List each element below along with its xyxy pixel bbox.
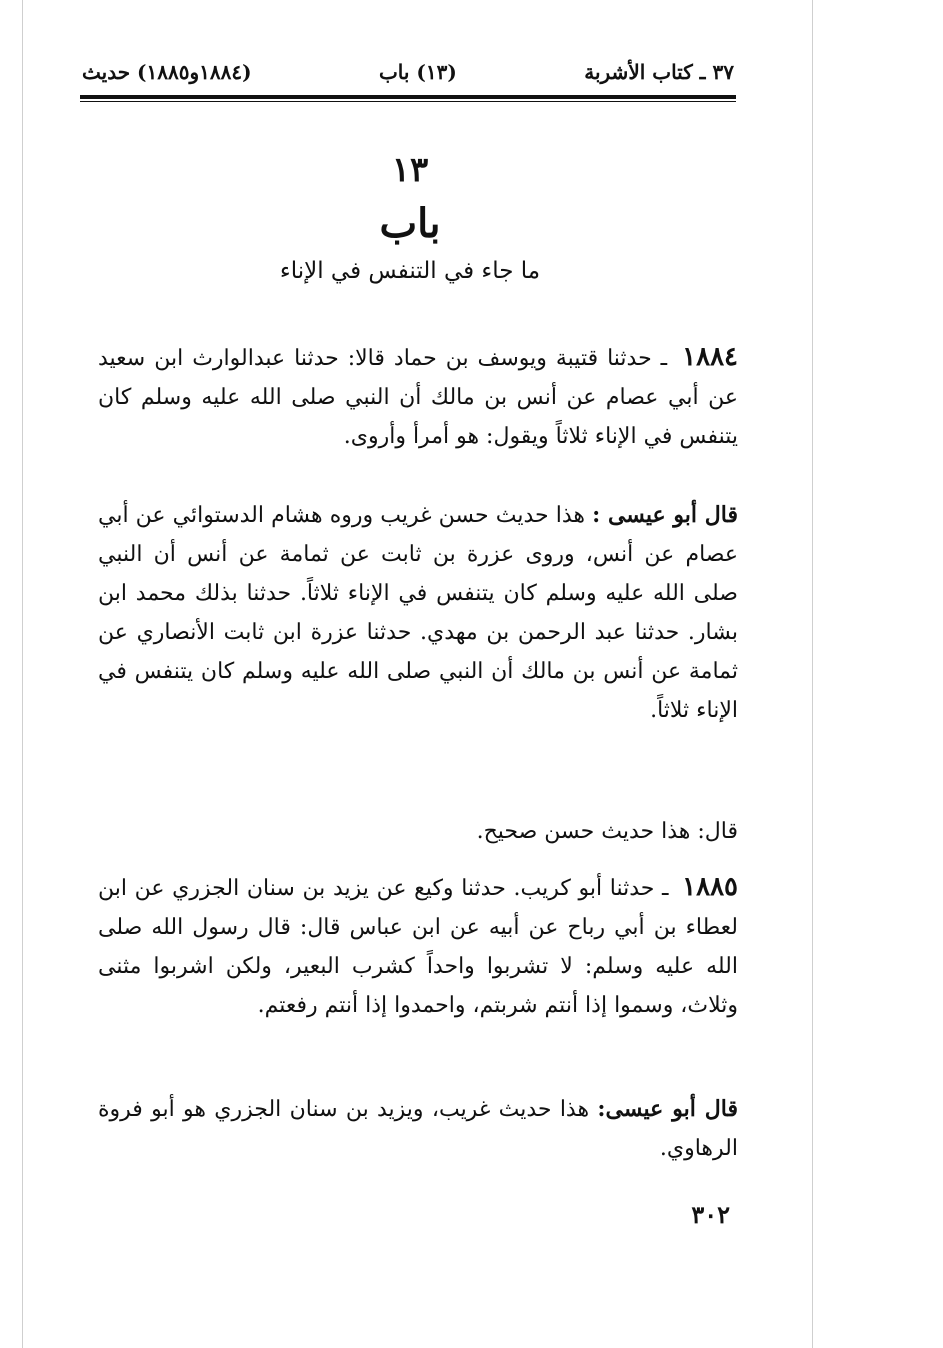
chapter-label: باب	[379, 200, 441, 247]
commentary-1885	[98, 1090, 738, 1168]
hadith-text: ـ حدثنا قتيبة ويوسف بن حماد قالا: حدثنا عبدالوارث ابن سعيد عن أبي عصام عن أنس بن مالك أن النبي صلى الله عليه وسلم كان يتنفس في الإناء ثلاثاً ويقول: هو أمرأ وأروى.	[98, 346, 738, 449]
commentary-text: هذا حديث غريب، ويزيد بن سنان الجزري هو أبو فروة الرهاوي.	[98, 1097, 738, 1161]
running-header	[82, 50, 734, 94]
header-rule-thin	[80, 101, 736, 102]
page-number: ٣٠٢	[691, 1200, 730, 1229]
chapter-number: ١٣	[391, 150, 429, 190]
commentary-1884	[98, 496, 738, 730]
header-rule	[80, 95, 736, 99]
hadith-1884	[98, 338, 738, 456]
header-hadith-range: (١٨٨٤و١٨٨٥) حديث	[82, 60, 252, 84]
hadith-1885	[98, 868, 738, 1025]
hadith-text: ـ حدثنا أبو كريب. حدثنا وكيع عن يزيد بن سنان الجزري عن ابن لعطاء بن أبي رباح عن أبيه عن ابن عباس قال: قال رسول الله صلى الله عليه وسلم: لا تشربوا واحداً كشرب البعير، ولكن اشربوا مثنى وثلاث، وسموا إذا أنتم شربتم، واحمدوا إذا أنتم رفعتم.	[98, 876, 738, 1018]
commentary-label: قال أبو عيسى :	[592, 502, 738, 528]
grading-1884	[98, 812, 738, 851]
header-chapter: (١٣) باب	[378, 60, 457, 84]
hadith-number: ١٨٨٤	[682, 342, 738, 372]
commentary-text: هذا حديث حسن غريب وروه هشام الدستوائي عن أبي عصام عن أنس، وروى عزرة بن ثابت عن ثمامة عن أنس أن النبي صلى الله عليه وسلم كان يتنفس في الإناء ثلاثاً. حدثنا بذلك محمد ابن بشار. حدثنا عبد الرحمن بن مهدي. حدثنا عزرة ابن ثابت الأنصاري عن ثمامة عن أنس بن مالك أن النبي صلى الله عليه وسلم كان يتنفس في الإناء ثلاثاً.	[98, 503, 738, 723]
chapter-title: ما جاء في التنفس في الإناء	[279, 258, 541, 284]
header-book-title: ٣٧ ـ كتاب الأشربة	[584, 60, 734, 84]
hadith-number: ١٨٨٥	[682, 872, 738, 902]
grading-text: قال: هذا حديث حسن صحيح.	[476, 819, 738, 844]
commentary-label: قال أبو عيسى:	[597, 1096, 738, 1122]
